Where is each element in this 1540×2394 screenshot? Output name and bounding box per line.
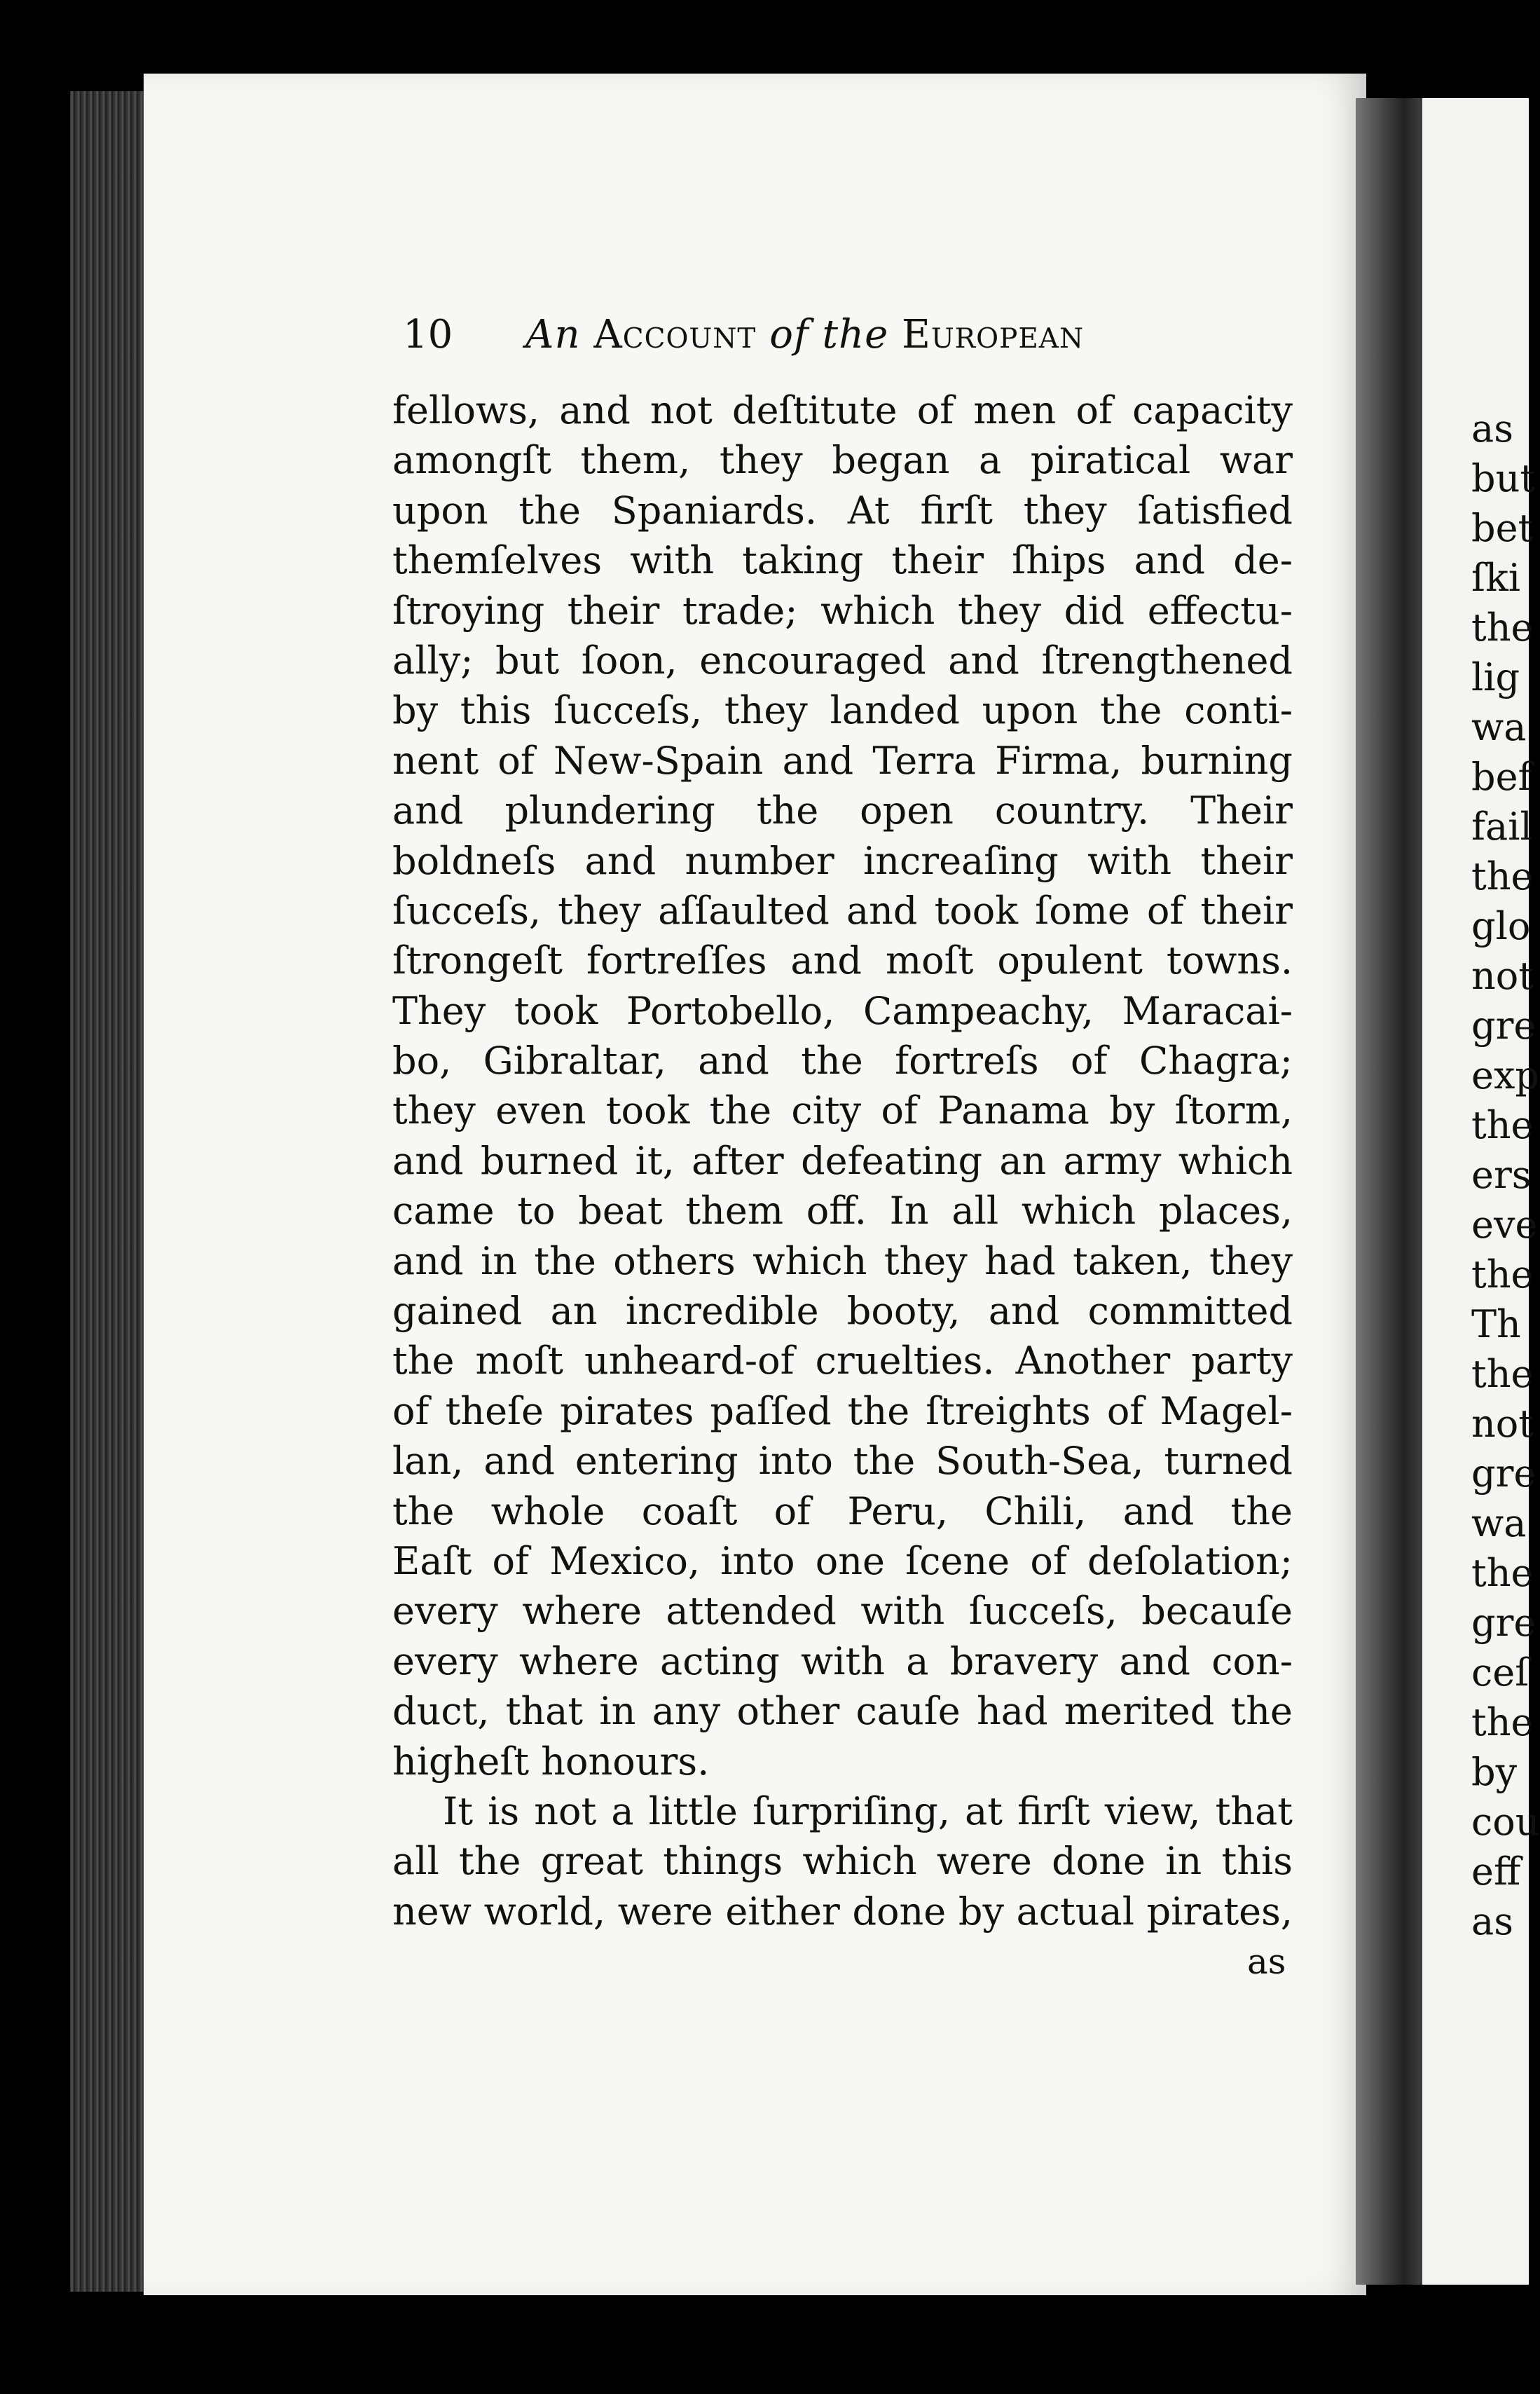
facing-line: not: [1471, 954, 1534, 998]
facing-line: the: [1471, 1352, 1534, 1396]
text-line: They took Portobello, Campeachy, Maracai-: [392, 988, 1293, 1033]
facing-line: the: [1471, 1551, 1534, 1595]
body-text: [392, 385, 1293, 1936]
text-line: the whole coaſt of Peru, Chili, and the: [392, 1489, 1293, 1533]
facing-line: the: [1471, 854, 1534, 898]
facing-page: [1422, 98, 1540, 2285]
running-title-word: European: [902, 312, 1085, 357]
text-line: gained an incredible booty, and committed: [392, 1289, 1293, 1334]
page-number: 10: [403, 312, 453, 357]
text-line: ally; but ſoon, encouraged and ſtrengthened: [392, 638, 1293, 683]
running-title-word: of the: [769, 312, 889, 357]
text-line: boldneſs and number increaſing with their: [392, 838, 1293, 883]
facing-line: eve: [1471, 1203, 1538, 1247]
text-line: Eaſt of Mexico, into one ſcene of deſolation;: [392, 1538, 1293, 1583]
text-line: ſtrongeſt fortreſſes and moſt opulent towns.: [392, 938, 1293, 983]
running-title: [525, 312, 1084, 357]
page-edge-stack: [70, 91, 147, 2292]
text-line: and in the others which they had taken, they: [392, 1238, 1293, 1283]
text-line: came to beat them off. In all which places,: [392, 1189, 1293, 1233]
text-line: lan, and entering into the South-Sea, turned: [392, 1439, 1293, 1484]
facing-line: wa: [1471, 705, 1527, 749]
facing-line: wa: [1471, 1501, 1527, 1545]
facing-line: eff: [1471, 1849, 1521, 1894]
facing-line: the: [1471, 606, 1534, 650]
facing-line: gre: [1471, 1004, 1536, 1048]
facing-line: gre: [1471, 1451, 1536, 1496]
facing-line: by: [1471, 1750, 1518, 1794]
facing-line: exp: [1471, 1053, 1539, 1097]
facing-line: the: [1471, 1252, 1534, 1297]
text-line: amongſt them, they began a piratical war: [392, 438, 1293, 483]
facing-line: glo: [1471, 904, 1531, 948]
text-line: by this ſucceſs, they landed upon the conti-: [392, 688, 1293, 733]
running-head: [403, 312, 1174, 368]
text-line: fellows, and not deſtitute of men of capacity: [392, 388, 1293, 432]
text-line: bo, Gibraltar, and the fortreſs of Chagra;: [392, 1039, 1293, 1083]
text-line: and burned it, after defeating an army which: [392, 1138, 1293, 1183]
text-line: they even took the city of Panama by ſtorm,: [392, 1088, 1293, 1133]
text-line: higheſt honours.: [392, 1739, 710, 1784]
facing-line: gre: [1471, 1601, 1536, 1645]
text-line: every where attended with ſucceſs, becauſe: [392, 1589, 1293, 1634]
facing-line: lig: [1471, 655, 1520, 699]
facing-line: not: [1471, 1402, 1534, 1446]
text-line: nent of New-Spain and Terra Firma, burning: [392, 738, 1293, 783]
facing-line: ers: [1471, 1153, 1532, 1197]
running-title-prefix: An: [525, 312, 581, 357]
catchword: as: [1247, 1941, 1286, 1982]
text-line: and plundering the open country. Their: [392, 788, 1293, 833]
text-line: It is not a little ſurpriſing, at firſt view, that: [443, 1788, 1293, 1833]
text-line: duct, that in any other cauſe had merited the: [392, 1689, 1293, 1734]
text-line: of theſe pirates paſſed the ſtreights of Magel-: [392, 1388, 1293, 1433]
facing-line: the: [1471, 1103, 1534, 1147]
text-line: every where acting with a bravery and con-: [392, 1639, 1293, 1683]
facing-line: bef: [1471, 755, 1532, 799]
text-line: ſucceſs, they aſſaulted and took ſome of their: [392, 888, 1293, 933]
facing-line: cou: [1471, 1800, 1540, 1844]
facing-line: as: [1471, 1899, 1513, 1943]
text-line: new world, were either done by actual pirates,: [392, 1889, 1293, 1934]
facing-line: ſki: [1471, 556, 1520, 600]
facing-line: as: [1471, 406, 1513, 451]
text-line: upon the Spaniards. At firſt they ſatisfied: [392, 488, 1293, 533]
text-line: the moſt unheard-of cruelties. Another party: [392, 1339, 1293, 1383]
facing-line: Th: [1471, 1302, 1521, 1346]
running-title-word: Account: [593, 312, 757, 357]
facing-line: bet: [1471, 506, 1534, 550]
facing-line: but: [1471, 456, 1536, 500]
facing-line: fail: [1471, 805, 1532, 849]
text-line: themſelves with taking their ſhips and de-: [392, 538, 1293, 583]
text-line: all the great things which were done in this: [392, 1839, 1293, 1884]
facing-line: ceſ: [1471, 1650, 1529, 1695]
text-line: ſtroying their trade; which they did effectu-: [392, 588, 1293, 633]
facing-line: the: [1471, 1700, 1534, 1744]
